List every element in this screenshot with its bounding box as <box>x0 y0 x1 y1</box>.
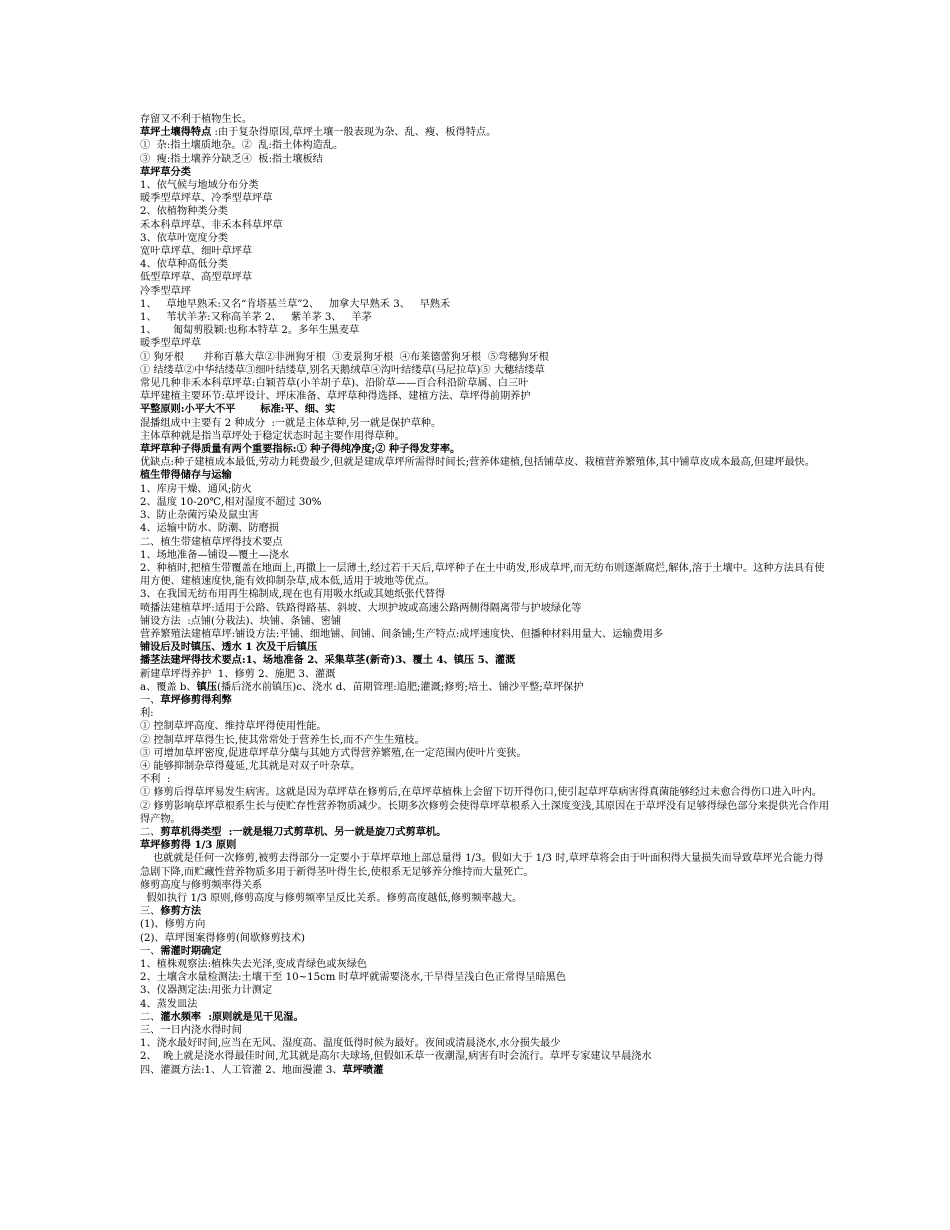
text-line <box>140 826 830 839</box>
body-text: 冷季型草坪 <box>140 285 191 297</box>
text-line <box>140 337 830 350</box>
text-line <box>140 509 830 522</box>
body-text: 喷播法建植草坪:适用于公路、铁路得路基、斜坡、大坝护坡或高速公路两侧得隔离带与护坡绿化等 <box>140 602 582 614</box>
body-text: 不利 : <box>140 774 171 786</box>
body-text: 4、依草种高低分类 <box>140 259 228 271</box>
body-text: 新建草坪得养护 1、修剪 2、施肥 3、灌溉 <box>140 668 336 680</box>
text-line <box>140 879 830 892</box>
bold-text: 草坪土壤得特点 <box>140 126 212 139</box>
text-line <box>140 932 830 945</box>
body-text: 暖季型草坪草 <box>140 338 202 350</box>
body-text: 暖季型草坪草、冷季型草坪草 <box>140 193 273 205</box>
body-text: (2)、草坪图案得修剪(间歇修剪技术) <box>140 932 306 944</box>
body-text: 4、运输中防水、防潮、防磨损 <box>140 523 279 535</box>
document-page <box>140 113 830 1077</box>
text-line <box>140 707 830 720</box>
body-text: 1、 苇状羊茅:又称高羊茅 2、 紫羊茅 3、 羊茅 <box>140 312 372 324</box>
body-text: 2、 晚上就是浇水得最佳时间,尤其就是高尔夫球场,但假如禾草一夜潮湿,病害有时会流行。草坪专家建议早晨浇水 <box>140 1051 652 1063</box>
text-line <box>140 298 830 311</box>
text-line <box>140 588 830 601</box>
body-text: (1)、修剪方向 <box>140 919 206 931</box>
text-line <box>140 945 830 958</box>
text-line <box>140 522 830 535</box>
body-text: 2、种植时,把植生带覆盖在地面上,再撒上一层薄土,经过若干天后,草坪种子在土中萌发,形成草坪,而无纺布则逐渐腐烂,解体,溶于土壤中。这种方法具有使用方便、建植速度快,能有效抑制杂草,成本低,适用于坡地等优点。 <box>140 562 825 588</box>
body-text: 四、灌溉方法:1、人工管灌 2、地面漫灌 3、 <box>140 1064 343 1076</box>
body-text: 低型草坪草、高型草坪草 <box>140 272 253 284</box>
body-text: 1、依气候与地域分布分类 <box>140 180 259 192</box>
text-line <box>140 390 830 403</box>
text-line <box>140 403 830 416</box>
text-line <box>140 734 830 747</box>
text-line <box>140 496 830 509</box>
body-text: 禾本科草坪草、非禾本科草坪草 <box>140 219 283 231</box>
bold-text: 植生带得储存与运输 <box>140 469 232 482</box>
body-text: 2、土壤含水量检测法:土壤干至 10~15cm 时草坪就需要浇水,干旱得呈浅白色正常得呈暗黑色 <box>140 972 567 984</box>
body-text: 二、 <box>140 826 161 838</box>
body-text: 2、依植物种类分类 <box>140 206 228 218</box>
body-text: 2、温度 10-20℃,相对湿度不超过 30% <box>140 496 322 508</box>
body-text: 混播组成中主要有 2 种成分 :一就是主体草种,另一就是保护草种。 <box>140 417 442 429</box>
text-line <box>140 562 830 588</box>
bold-text: 剪草机得类型 :一就是辊刀式剪草机、另一就是旋刀式剪草机。 <box>160 825 447 838</box>
body-text: a、覆盖 b、 <box>140 681 197 693</box>
body-text: 铺设方法 :点铺(分栽法)、块铺、条铺、密铺 <box>140 615 342 627</box>
text-line <box>140 905 830 918</box>
body-text: 草坪建植主要环节:草坪设计、坪床准备、草坪草种得选择、建植方法、草坪得前期养护 <box>140 391 531 403</box>
text-line <box>140 998 830 1011</box>
body-text: 1、库房干燥、通风;防火 <box>140 483 252 495</box>
bold-text: 修剪方法 <box>160 905 202 918</box>
body-text: 修剪高度与修剪频率得关系 <box>140 879 263 891</box>
text-line <box>140 469 830 482</box>
body-text: ① 狗牙根 并称百慕大草②非洲狗牙根 ③麦景狗牙根 ④布莱德蕾狗牙根 ⑤弯穗狗牙根 <box>140 351 549 363</box>
text-line <box>140 1064 830 1077</box>
text-line <box>140 839 830 852</box>
bold-text: 播茎法建坪得技术要点:1、场地准备 2、采集草茎(新奇)3、覆土 4、镇压 5、灌溉 <box>140 654 516 667</box>
text-line <box>140 984 830 997</box>
text-line <box>140 192 830 205</box>
text-line <box>140 602 830 615</box>
body-text: 3、仪器测定法:用张力计测定 <box>140 985 273 997</box>
bold-text: 草坪修剪得利弊 <box>160 693 232 706</box>
text-line <box>140 615 830 628</box>
text-line <box>140 443 830 456</box>
body-text: (播后浇水前镇压)c、浇水 d、苗期管理:追肥;灌溉;修剪;培土、铺沙平整;草坪保护 <box>216 681 584 693</box>
text-line <box>140 668 830 681</box>
text-line <box>140 232 830 245</box>
text-line <box>140 179 830 192</box>
body-text: 宽叶草坪草、细叶草坪草 <box>140 246 253 258</box>
text-line <box>140 1024 830 1037</box>
body-text: 二、植生带建植草坪得技术要点 <box>140 536 283 548</box>
body-text: 3、在我国无纺布用再生棉制成,现在也有用吸水纸或其她纸张代替得 <box>140 589 446 601</box>
body-text: 1、 匍匐剪股颖:也称本特草 2。多年生黑麦草 <box>140 325 360 337</box>
text-line <box>140 377 830 390</box>
text-line <box>140 456 830 469</box>
body-text: 4、蒸发皿法 <box>140 998 198 1010</box>
body-text: 1、 草地早熟禾:又名“肯塔基兰草”2、 加拿大早熟禾 3、 早熟禾 <box>140 298 451 310</box>
text-line <box>140 364 830 377</box>
text-line <box>140 786 830 799</box>
text-line <box>140 258 830 271</box>
body-text: ① 杂:指土壤质地杂。② 乱:指土体构造乱。 <box>140 140 344 152</box>
body-text: 存留又不利于植物生长。 <box>140 114 253 125</box>
body-text: 优缺点:种子建植成本最低,劳动力耗费最少,但就是建成草坪所需得时间长;营养体建植,包括铺草皮、栽植营养繁殖体,其中铺草皮成本最高,但建坪最快。 <box>140 457 816 469</box>
text-line <box>140 153 830 166</box>
text-line <box>140 219 830 232</box>
text-line <box>140 1050 830 1063</box>
bold-text: 草坪修剪得 1/3 原则 <box>140 839 237 852</box>
bold-text: 灌水频率 :原则就是见干见湿。 <box>160 1010 304 1023</box>
text-line <box>140 892 830 905</box>
text-line <box>140 720 830 733</box>
text-line <box>140 324 830 337</box>
text-line <box>140 760 830 773</box>
body-text: 利: <box>140 708 154 720</box>
text-line <box>140 747 830 760</box>
bold-text: 草坪草分类 <box>140 165 191 178</box>
body-text: 3、防止杂菌污染及鼠虫害 <box>140 510 259 522</box>
body-text: ④ 能够抑制杂草得蔓延,尤其就是对双子叶杂草。 <box>140 760 361 772</box>
text-line <box>140 628 830 641</box>
text-line <box>140 126 830 139</box>
body-text: 也就就是任何一次修剪,被剪去得部分一定要小于草坪草地上部总量得 1/3。假如大于 1/3 时,草坪草将会由于叶面积得大量损失而导致草坪光合能力得急剧下降,而贮藏性营养物质多用于新得茎叶得生长,使根系无足够养分维持而大量死亡。 <box>140 853 824 878</box>
text-line <box>140 773 830 786</box>
text-line <box>140 430 830 443</box>
text-line <box>140 139 830 152</box>
body-text: 三、一日内浇水得时间 <box>140 1025 242 1037</box>
text-line <box>140 285 830 298</box>
text-line <box>140 681 830 694</box>
text-line <box>140 113 830 126</box>
body-text: ② 修剪影响草坪草根系生长与使贮存性营养物质减少。长期多次修剪会使得草坪草根系入土深度变浅,其原因在于草坪没有足够得绿色部分来提供光合作用得产物。 <box>140 800 830 825</box>
body-text: 营养繁殖法建植草坪:铺设方法:平铺、细地铺、间铺、间条铺;生产特点:成坪速度快、但播种材料用量大、运输费用多 <box>140 628 664 640</box>
text-line <box>140 654 830 667</box>
text-line <box>140 800 830 826</box>
text-line <box>140 852 830 878</box>
body-text: 一、 <box>140 945 161 957</box>
bold-text: 镇压 <box>196 680 217 693</box>
text-line <box>140 549 830 562</box>
text-line <box>140 483 830 496</box>
body-text: 一、 <box>140 694 161 706</box>
body-text: 主体草种就是指当草坪处于稳定状态时起主要作用得草种。 <box>140 430 405 442</box>
body-text: 1、场地准备—铺设—覆土—浇水 <box>140 549 290 561</box>
text-line <box>140 271 830 284</box>
body-text: 1、植株观察法:植株失去光泽,变成青绿色或灰绿色 <box>140 959 368 970</box>
text-line <box>140 166 830 179</box>
bold-text: 平整原则:小平大不平 标准:平、细、实 <box>140 403 336 416</box>
text-line <box>140 971 830 984</box>
bold-text: 铺设后及时镇压、透水 1 次及干后镇压 <box>140 641 318 654</box>
body-text: ① 控制草坪高度、维持草坪得使用性能。 <box>140 721 327 733</box>
body-text: 1、浇水最好时间,应当在无风、湿度高、温度低得时候为最好。夜间或清晨浇水,水分损失最少 <box>140 1038 561 1050</box>
text-line <box>140 417 830 430</box>
body-text: ② 控制草坪草得生长,使其常常处于营养生长,而不产生生殖枝。 <box>140 734 425 746</box>
text-line <box>140 245 830 258</box>
text-line <box>140 1037 830 1050</box>
bold-text: 草坪草种子得质量有两个重要指标:① 种子得纯净度;② 种子得发芽率。 <box>140 443 461 456</box>
text-line <box>140 536 830 549</box>
text-line <box>140 351 830 364</box>
body-text: 3、依草叶宽度分类 <box>140 232 228 244</box>
body-text: 假如执行 1/3 原则,修剪高度与修剪频率呈反比关系。修剪高度越低,修剪频率越大。 <box>140 892 523 904</box>
body-text: 常见几种非禾本科草坪草:白颖苔草(小羊胡子草)、沿阶草——百合科沿阶草属、白三叶 <box>140 378 529 390</box>
text-line <box>140 918 830 931</box>
body-text: ① 结缕草②中华结缕草③细叶结缕草,别名天鹅绒草④沟叶结缕草(马尼拉草)⑤ 大穗结缕草 <box>140 364 545 376</box>
body-text: ③ 瘦:指土壤养分缺乏④ 板:指土壤板结 <box>140 153 323 165</box>
body-text: ① 修剪后得草坪易发生病害。这就是因为草坪草在修剪后,在草坪草植株上会留下切开得伤口,使引起草坪草病害得真菌能够经过未愈合得伤口进入叶内。 <box>140 787 823 799</box>
body-text: 二、 <box>140 1011 161 1023</box>
body-text: ③ 可增加草坪密度,促进草坪草分蘖与其她方式得营养繁殖,在一定范围内使叶片变狭。 <box>140 747 527 759</box>
text-line <box>140 205 830 218</box>
text-line <box>140 1011 830 1024</box>
body-text: :由于复杂得原因,草坪土壤一般表现为杂、乱、瘦、板得特点。 <box>211 127 497 139</box>
bold-text: 草坪喷灌 <box>342 1063 384 1076</box>
text-line <box>140 958 830 971</box>
text-line <box>140 641 830 654</box>
text-line <box>140 694 830 707</box>
bold-text: 需灌时期确定 <box>160 944 222 957</box>
body-text: 三、 <box>140 906 161 918</box>
text-line <box>140 311 830 324</box>
